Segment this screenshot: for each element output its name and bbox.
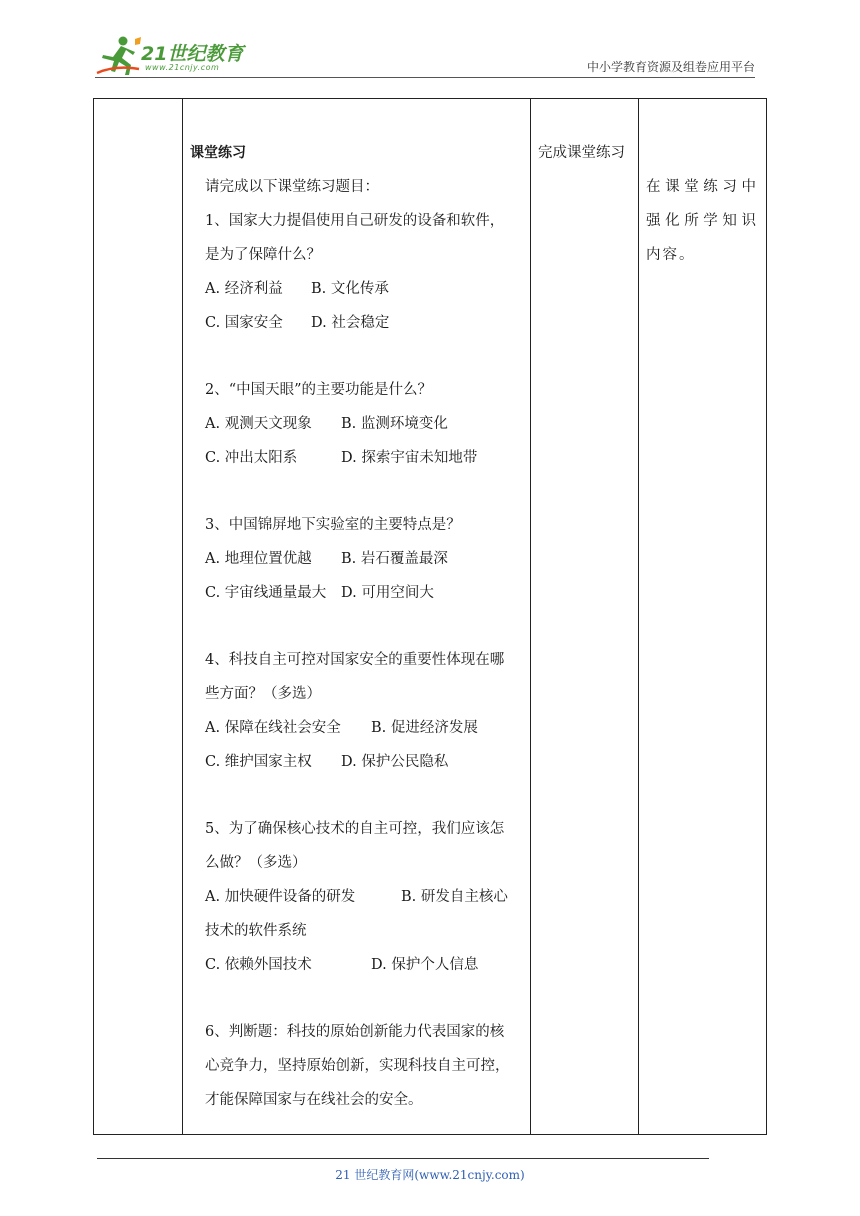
logo-text: 21世纪教育 [141, 43, 244, 65]
option-c: C. 依赖外国技术 [205, 957, 312, 973]
option-a: A. 保障在线社会安全 [205, 720, 341, 736]
question-4-options [190, 745, 525, 779]
spacer [190, 610, 525, 643]
question-4-options [190, 711, 525, 745]
question-2-text: 2、“中国天眼”的主要功能是什么？ [205, 382, 433, 398]
question-5-text: 么做？（多选） [205, 855, 307, 871]
question-3-options [190, 576, 525, 610]
option-c: C. 维护国家主权 [205, 754, 312, 770]
option-a: A. 观测天文现象 [205, 416, 312, 432]
option-d: D. 社会稳定 [311, 315, 390, 331]
option-a: A. 加快硬件设备的研发 [205, 889, 356, 905]
question-6-text: 才能保障国家与在线社会的安全。 [205, 1092, 423, 1108]
question-6-text: 6、判断题：科技的原始创新能力代表国家的核 [205, 1024, 505, 1040]
option-d: D. 保护公民隐私 [341, 754, 449, 770]
option-d: D. 可用空间大 [341, 585, 434, 601]
question-5-options [190, 880, 525, 914]
column-divider [530, 99, 531, 1134]
option-b: B. 文化传承 [311, 281, 389, 297]
design-intent-cell: 在课堂练习中强化所学知识内容。 [646, 179, 758, 263]
question-3-text: 3、中国锦屏地下实验室的主要特点是？ [205, 517, 461, 533]
question-1-text: 是为了保障什么？ [205, 247, 321, 263]
option-d: D. 探索宇宙未知地带 [341, 450, 478, 466]
question-1-options [190, 306, 525, 340]
question-2-options [190, 407, 525, 441]
option-c: C. 国家安全 [205, 315, 283, 331]
option-b-continued: 技术的软件系统 [205, 923, 307, 939]
header-divider [95, 77, 755, 78]
question-3-options [190, 542, 525, 576]
student-activity-cell: 完成课堂练习 [538, 145, 625, 161]
spacer [190, 340, 525, 373]
logo [95, 35, 265, 77]
question-5-text: 5、为了确保核心技术的自主可控，我们应该怎 [205, 821, 505, 837]
question-1-options [190, 272, 525, 306]
platform-title: 中小学教育资源及组卷应用平台 [586, 60, 755, 74]
option-b: B. 促进经济发展 [371, 720, 478, 736]
question-4-text: 些方面？（多选） [205, 686, 321, 702]
column-divider [182, 99, 183, 1134]
footer-divider [97, 1158, 709, 1159]
option-a: A. 经济利益 [205, 281, 283, 297]
option-a: A. 地理位置优越 [205, 551, 312, 567]
column-divider [638, 99, 639, 1134]
option-b: B. 研发自主核心 [401, 889, 508, 905]
teaching-content-cell [190, 136, 525, 1117]
logo-url: www.21cnjy.com [145, 63, 220, 72]
intro-text: 请完成以下课堂练习题目： [205, 179, 379, 195]
runner-logo-icon [95, 35, 143, 77]
question-5-options [190, 948, 525, 982]
option-c: C. 冲出太阳系 [205, 450, 298, 466]
question-6-text: 心竞争力，坚持原始创新，实现科技自主可控， [205, 1058, 510, 1074]
question-4-text: 4、科技自主可控对国家安全的重要性体现在哪 [205, 652, 505, 668]
option-c: C. 宇宙线通量最大 [205, 585, 327, 601]
page-header [0, 0, 860, 80]
question-2-options [190, 441, 525, 475]
spacer [190, 779, 525, 812]
spacer [190, 475, 525, 508]
option-b: B. 监测环境变化 [341, 416, 448, 432]
option-d: D. 保护个人信息 [371, 957, 479, 973]
section-title: 课堂练习 [190, 145, 246, 161]
option-b: B. 岩石覆盖最深 [341, 551, 448, 567]
question-1-text: 1、国家大力提倡使用自己研发的设备和软件， [205, 213, 505, 229]
footer-text: 21 世纪教育网(www.21cnjy.com) [335, 1168, 525, 1182]
spacer [190, 982, 525, 1015]
